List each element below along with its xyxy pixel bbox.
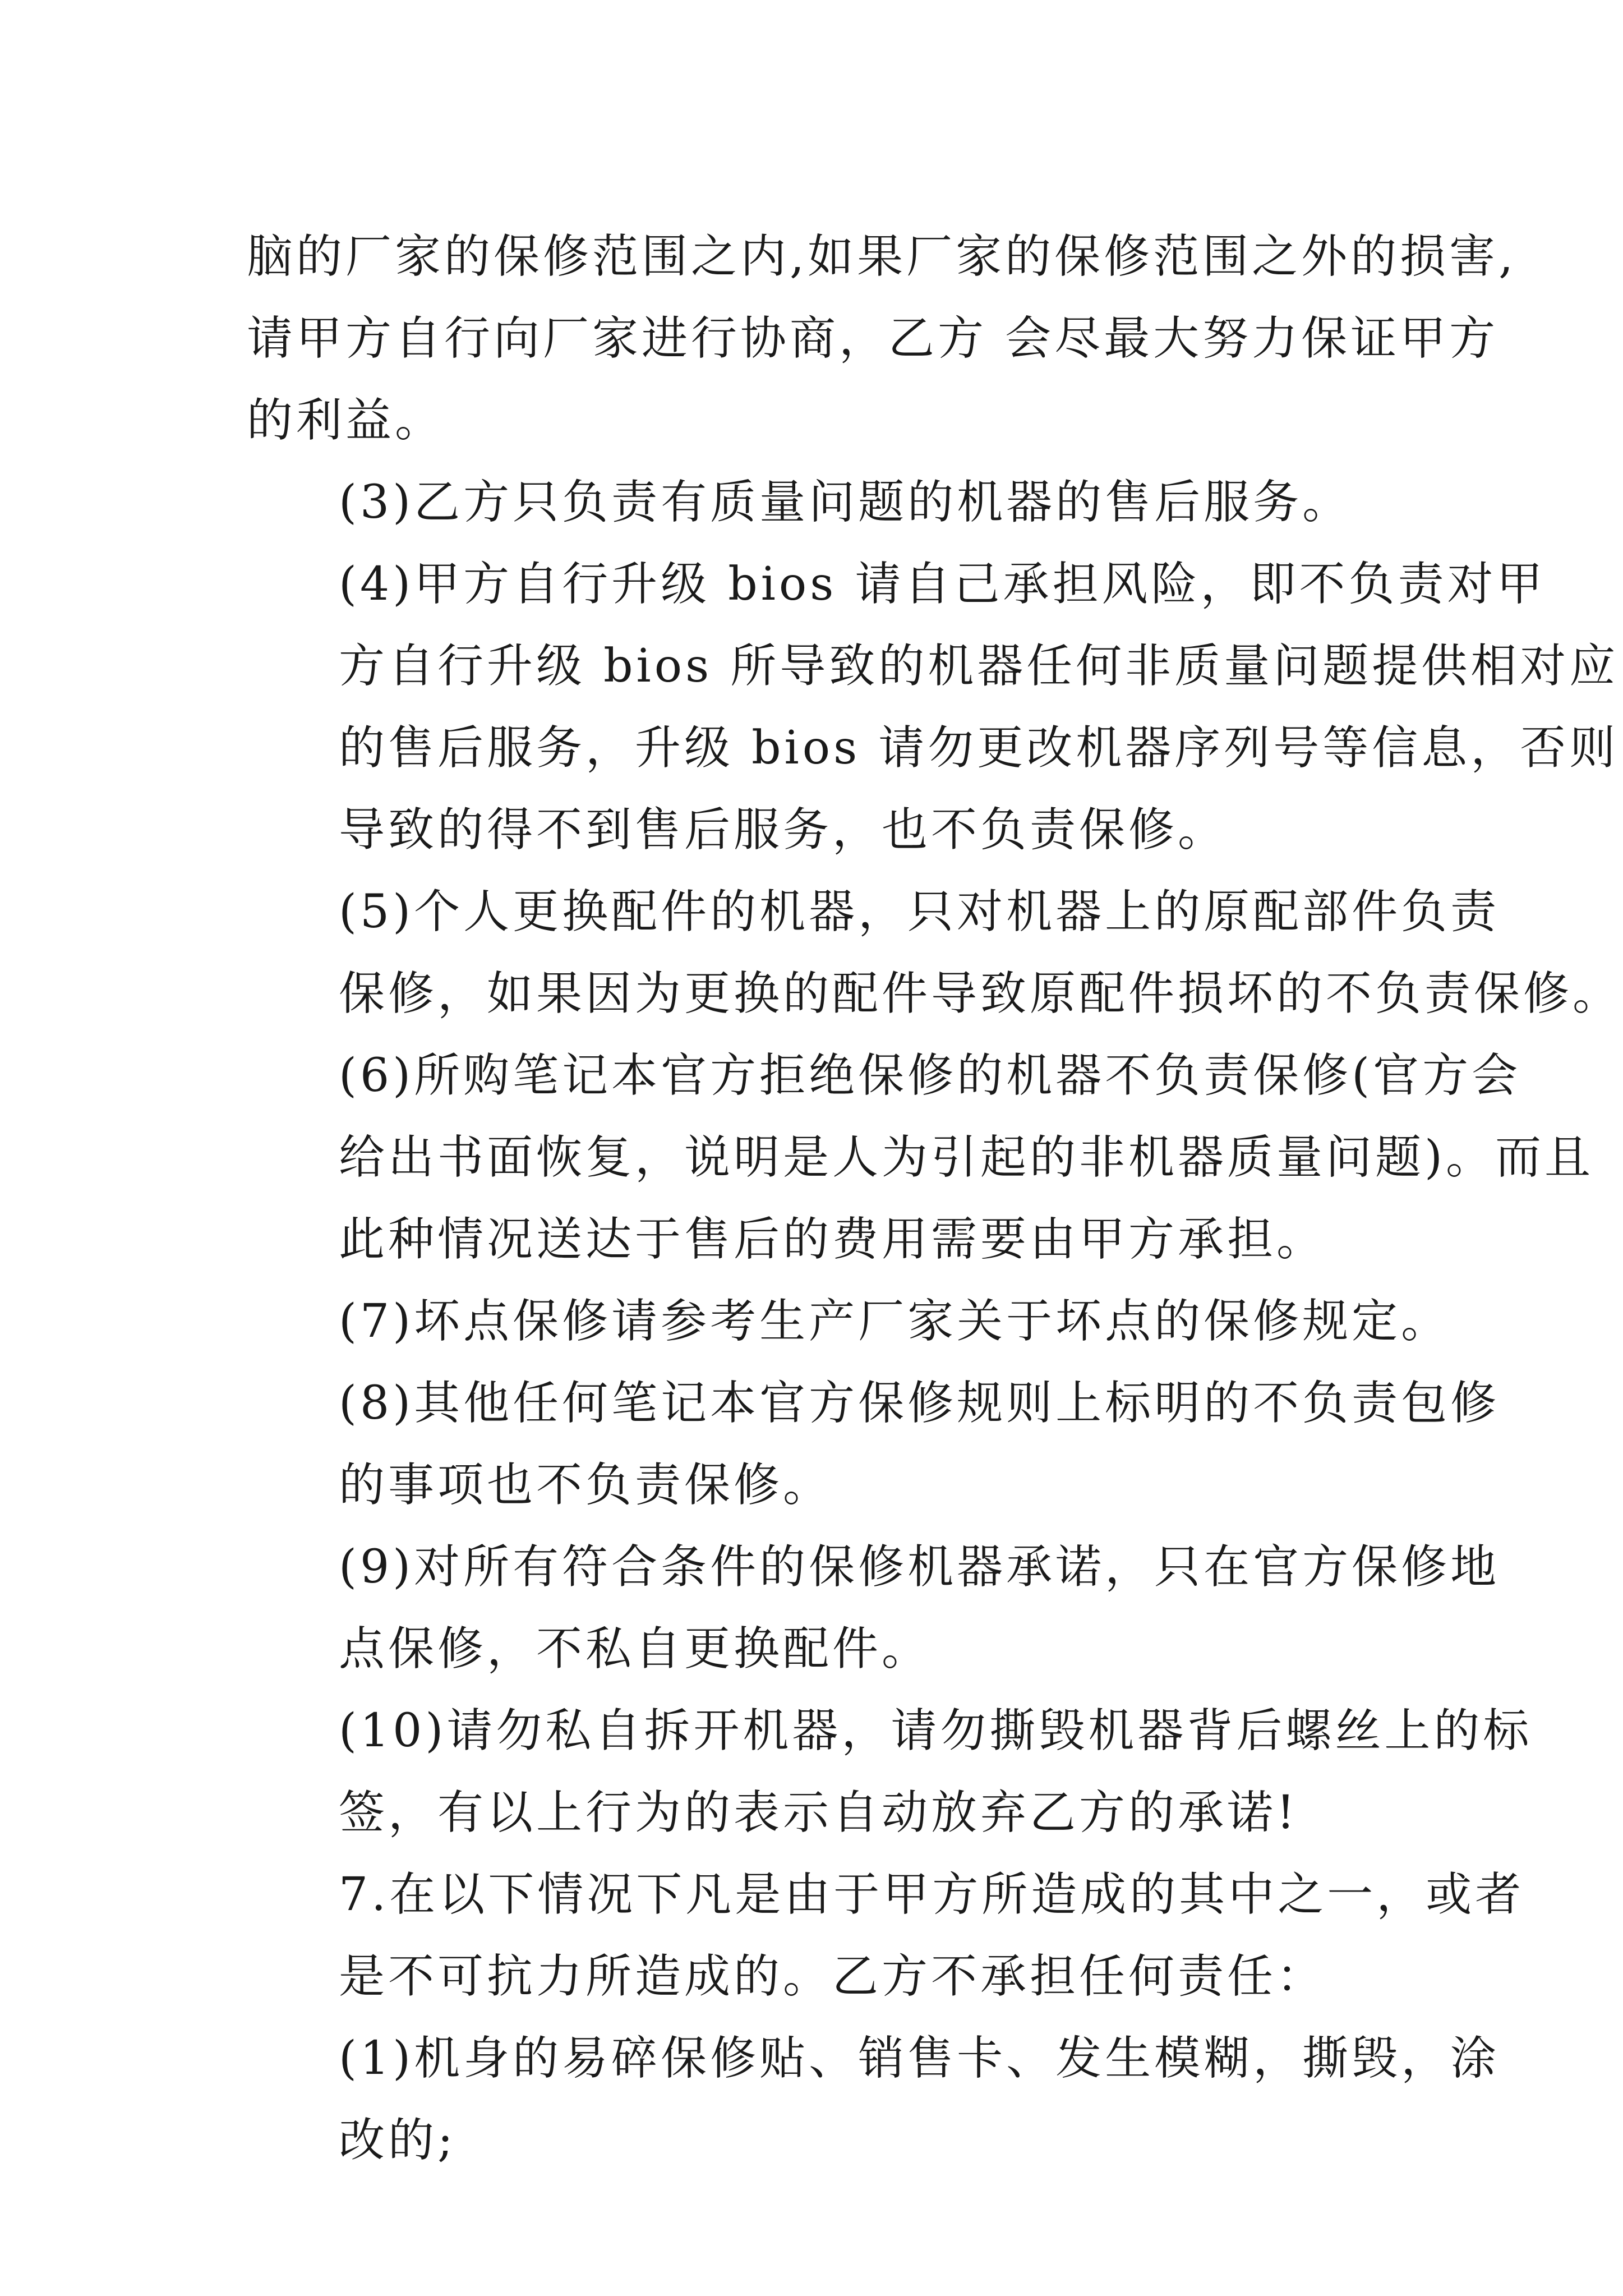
text-line: 此种情况送达于售后的费用需要由甲方承担。 [339,1213,1326,1266]
paragraph [247,1035,1594,1281]
text-line: 给出书面恢复，说明是人为引起的非机器质量问题)。而且 [339,1131,1594,1184]
text-line: (1)机身的易碎保修贴、销售卡、发生模糊，撕毁，涂 [339,2032,1500,2085]
text-line: (4)甲方自行升级 bios 请自己承担风险，即不负责对甲 [339,558,1546,611]
paragraph [247,1690,1533,1854]
paragraph [247,462,1424,544]
paragraph [247,544,1619,871]
text-line: 的售后服务，升级 bios 请勿更改机器序列号等信息，否则 [339,721,1619,775]
text-line: 方自行升级 bios 所导致的机器任何非质量问题提供相对应 [339,639,1619,693]
text-line: (6)所购笔记本官方拒绝保修的机器不负责保修(官方会 [339,1049,1521,1102]
text-line: 请甲方自行向厂家进行协商，乙方 会尽最大努力保证甲方 [247,312,1499,365]
text-line: 改的; [339,2114,457,2167]
text-line: (7)坏点保修请参考生产厂家关于坏点的保修规定。 [339,1295,1451,1348]
paragraph [247,1526,1500,1690]
text-line: 保修，如果因为更换的配件导致原配件损坏的不负责保修。 [339,967,1622,1020]
text-line: (9)对所有符合条件的保修机器承诺，只在官方保修地 [339,1540,1500,1594]
text-line: (10)请勿私自拆开机器，请勿撕毁机器背后螺丝上的标 [339,1704,1533,1757]
text-line: 7.在以下情况下凡是由于甲方所造成的其中之一，或者 [339,1868,1525,1921]
paragraph [247,871,1622,1035]
text-line: 签，有以上行为的表示自动放弃乙方的承诺! [339,1786,1298,1839]
text-line: (5)个人更换配件的机器，只对机器上的原配部件负责 [339,885,1500,938]
text-line: 点保修，不私自更换配件。 [339,1622,932,1676]
paragraph [247,216,1517,462]
text-line: 的事项也不负责保修。 [339,1458,833,1512]
document-body [247,216,1622,2182]
paragraph [247,1281,1451,1363]
text-line: (3)乙方只负责有质量问题的机器的售后服务。 [339,476,1352,529]
text-line: 导致的得不到售后服务，也不负责保修。 [339,803,1228,857]
text-line: 是不可抗力所造成的。乙方不承担任何责任： [339,1950,1326,2003]
text-line: 的利益。 [247,394,445,447]
paragraph [247,2018,1500,2182]
text-line: (8)其他任何笔记本官方保修规则上标明的不负责包修 [339,1377,1500,1430]
paragraph [247,1363,1500,1526]
paragraph [247,1854,1525,2018]
text-line: 脑的厂家的保修范围之内,如果厂家的保修范围之外的损害, [247,230,1517,283]
